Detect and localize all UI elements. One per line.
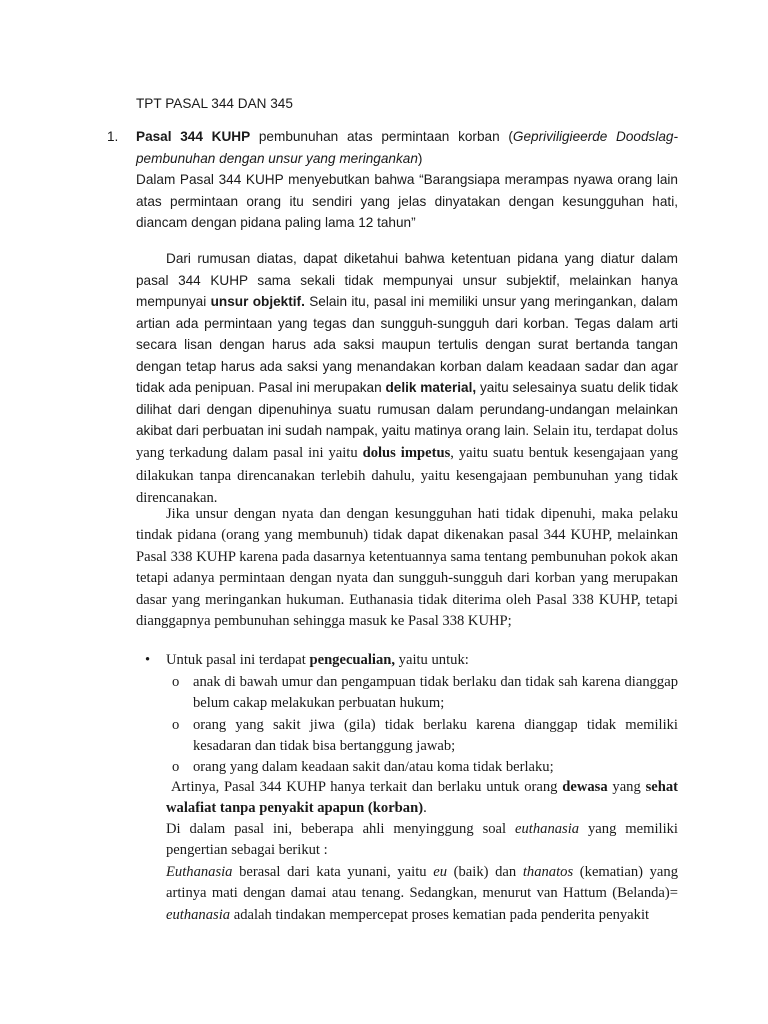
item1-title: Pasal 344 KUHP pembunuhan atas permintaan korban (Gepriviligieerde Doodslag-pembunuhan dengan unsur yang meringankan) xyxy=(136,129,679,166)
sub-item: orang yang sakit jiwa (gila) tidak berlaku karena dianggap tidak memiliki kesadaran dan tidak bisa bertanggung jawab; xyxy=(193,717,678,755)
list-number: 1. xyxy=(107,129,119,144)
item1-quote: Dalam Pasal 344 KUHP menyebutkan bahwa “Barangsiapa merampas nyawa orang lain atas permintaan orang itu sendiri yang jelas dinyatakan dengan kesungguhan hati, diancam dengan pidana paling lama 12 tahun” xyxy=(136,172,678,230)
item1-title-italic: Gepriviligieerde Doodslag-pembunuhan dengan unsur yang meringankan xyxy=(136,129,679,166)
sub-item: anak di bawah umur dan pengampuan tidak berlaku dan tidak sah karena dianggap belum cakap melakukan perbuatan hukum; xyxy=(193,674,678,712)
paragraph-2: Jika unsur dengan nyata dan dengan kesungguhan hati tidak dipenuhi, maka pelaku tindak pidana (orang yang membunuh) tidak dapat dikenakan pasal 344 KUHP, melainkan Pasal 338 KUHP karena pada dasarnya ketentuannya sama tentang pembunuhan pokok akan tetapi adanya permintaan dengan nyata dan sungguh-sungguh dari korban yang merupakan dasar yang meringankan hukuman. Euthanasia tidak diterima oleh Pasal 338 KUHP, tetapi dianggapnya pembunuhan sehingga masuk ke Pasal 338 KUHP; xyxy=(136,506,678,630)
sub-bullet-marker: o xyxy=(172,717,180,733)
paragraph-1: Dari rumusan diatas, dapat diketahui bahwa ketentuan pidana yang diatur dalam pasal 344 KUHP sama sekali tidak mempunyai unsur subjektif, melainkan hanya mempunyai unsur objektif. Selain itu, pasal ini memiliki unsur yang meringankan, dalam artian ada permintaan yang tegas dan sungguh-sungguh dari korban. Tegas dalam arti secara lisan dengan harus ada saksi maupun tertulis dengan surat bertanda tangan dengan tetap harus ada saksi yang menandakan korban dalam keadaan sadar dan agar tidak ada penipuan. Pasal ini merupakan delik material, yaitu selesainya suatu delik tidak dilihat dari dengan dipenuhinya suatu rumusan dalam perundang-undangan melainkan akibat dari perbuatan ini sudah nampak, yaitu matinya orang lain. Selain itu, terdapat dolus yang terkadung dalam pasal ini yaitu dolus impetus, yaitu suatu bentuk kesengajaan yang dilakukan tanpa direncanakan terlebih dahulu, yaitu kesengajaan pembunuhan yang tidak direncanakan. xyxy=(136,251,679,507)
euthanasia-paragraph: Euthanasia berasal dari kata yunani, yaitu eu (baik) dan thanatos (kematian) yang artinya mati dengan damai atau tenang. Sedangkan, menurut van Hattum (Belanda)= euthanasia adalah tindakan mempercepat proses kematian pada penderita penyakit xyxy=(166,864,679,923)
bullet-marker: • xyxy=(145,652,151,668)
sub-item: orang yang dalam keadaan sakit dan/atau koma tidak berlaku; xyxy=(193,759,554,775)
sub-bullet-marker: o xyxy=(172,759,180,775)
item1-block xyxy=(136,126,678,234)
bullet-item: Untuk pasal ini terdapat pengecualian, yaitu untuk: xyxy=(166,652,469,668)
sub-bullet-marker: o xyxy=(172,674,180,690)
item1-title-bold: Pasal 344 KUHP xyxy=(136,129,251,144)
document-heading: TPT PASAL 344 DAN 345 xyxy=(136,96,293,111)
didalam-paragraph: Di dalam pasal ini, beberapa ahli menyinggung soal euthanasia yang memiliki pengertian sebagai berikut : xyxy=(166,821,678,859)
artinya-paragraph: Artinya, Pasal 344 KUHP hanya terkait dan berlaku untuk orang dewasa yang sehat walafiat tanpa penyakit apapun (korban). xyxy=(166,779,678,817)
